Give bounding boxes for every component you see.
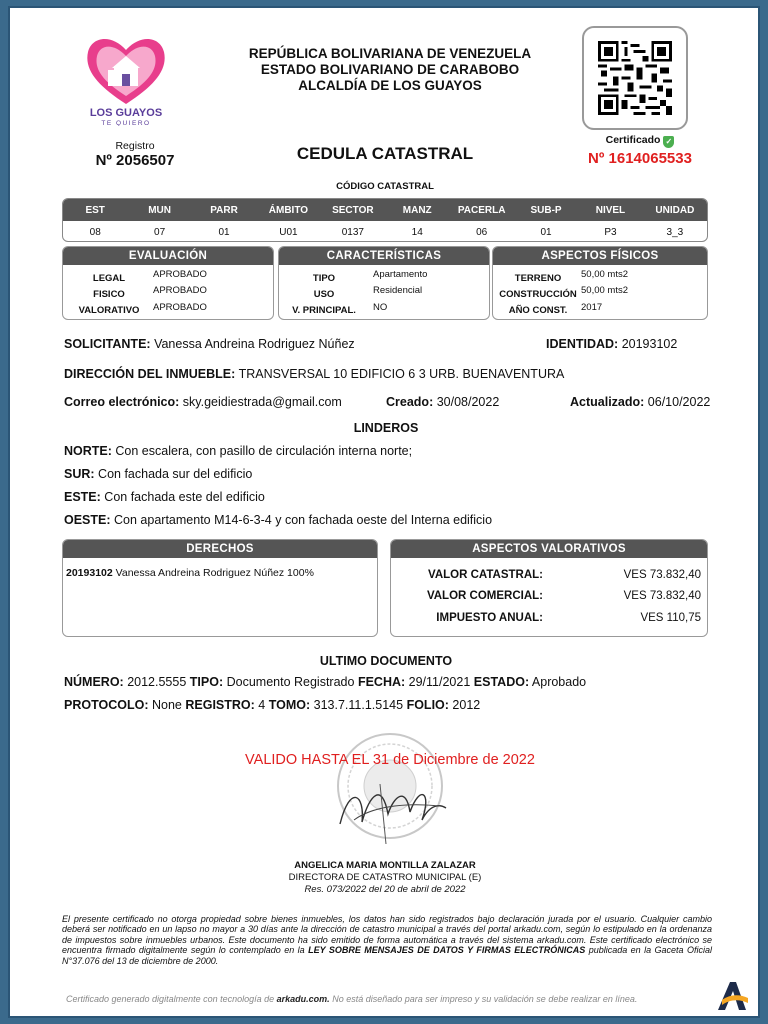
aspectos-fisicos-label: AÑO CONST.	[508, 305, 568, 316]
header-line-1: REPÚBLICA BOLIVARIANA DE VENEZUELA	[248, 46, 532, 61]
codigo-header: NIVEL	[595, 204, 626, 216]
actualizado-value: 06/10/2022	[647, 395, 711, 409]
codigo-header: SECTOR	[332, 204, 374, 216]
header-line-2: ESTADO BOLIVARIANO DE CARABOBO	[260, 62, 520, 77]
correo-line	[64, 395, 342, 409]
codigo-value: 14	[411, 226, 423, 238]
caracteristicas-value: NO	[373, 302, 388, 313]
aspectos-fisicos-value: 2017	[581, 302, 603, 313]
registro-doc-value: 4	[258, 698, 266, 712]
codigo-value: 06	[476, 226, 488, 238]
codigo-value: 01	[540, 226, 552, 238]
actualizado-line	[570, 395, 710, 409]
identidad-line	[546, 337, 677, 351]
codigo-value: 3_3	[666, 226, 684, 238]
aspectos-valorativos-box	[390, 539, 708, 637]
aspectos-fisicos-label: TERRENO	[514, 273, 562, 284]
heart-house-icon	[78, 26, 174, 126]
oeste-value: Con apartamento M14-6-3-4 y con fachada oeste del Interna edificio	[114, 513, 493, 527]
caracteristicas-value: Residencial	[373, 285, 423, 296]
derechos-text: Vanessa Andreina Rodriguez Núñez 100%	[115, 567, 314, 579]
codigo-header: SUB-P	[530, 204, 562, 216]
codigo-value: 0137	[341, 226, 364, 238]
valor-label: IMPUESTO ANUAL:	[436, 612, 543, 624]
footer-brand-link[interactable]: arkadu.com.	[276, 994, 330, 1004]
fecha-label: FECHA:	[357, 675, 406, 689]
validez-text: VALIDO HASTA EL 31 de Diciembre de 2022	[245, 752, 535, 768]
logo-tagline-text: TE QUIERO	[101, 120, 151, 126]
evaluacion-value: APROBADO	[153, 285, 207, 296]
disclaimer-law: LEY SOBRE MENSAJES DE DATOS Y FIRMAS ELECTRÓNICAS	[308, 945, 586, 956]
caracteristicas-box	[278, 246, 490, 320]
valor-value: VES 110,75	[640, 612, 701, 624]
derechos-id: 20193102	[66, 567, 113, 579]
codigo-value: 08	[89, 226, 101, 238]
qr-code-icon	[598, 38, 672, 118]
codigo-catastral-table	[62, 198, 708, 242]
codigo-header: PARR	[210, 204, 238, 216]
registro-label: Registro	[115, 140, 155, 152]
evaluacion-value: APROBADO	[153, 269, 207, 280]
page-title: CEDULA CATASTRAL	[296, 144, 474, 163]
identidad-value: 20193102	[621, 337, 678, 351]
identidad-label: IDENTIDAD:	[546, 337, 619, 351]
certificado-number: Nº 1614065533	[588, 150, 692, 167]
sur-value: Con fachada sur del edificio	[98, 467, 253, 481]
norte-value: Con escalera, con pasillo de circulación interna norte;	[115, 444, 413, 458]
norte-label: NORTE:	[64, 444, 112, 458]
codigo-value-row	[63, 221, 707, 242]
codigo-value: 01	[218, 226, 230, 238]
evaluacion-box	[62, 246, 274, 320]
valor-label: VALOR COMERCIAL:	[426, 590, 543, 602]
arkadu-a-icon	[714, 978, 750, 1014]
valor-value: VES 73.832,40	[623, 590, 701, 602]
creado-line	[386, 395, 499, 409]
legal-disclaimer	[62, 914, 712, 966]
ultimo-documento-title: ULTIMO DOCUMENTO	[319, 654, 453, 668]
tipo-value: Documento Registrado	[226, 675, 355, 689]
folio-value: 2012	[452, 698, 481, 712]
footer-note	[66, 994, 666, 1004]
direccion-label: DIRECCIÓN DEL INMUEBLE:	[64, 367, 236, 381]
actualizado-label: Actualizado:	[570, 395, 645, 409]
los-guayos-logo	[78, 26, 174, 126]
evaluacion-title: EVALUACIÓN	[63, 247, 273, 265]
evaluacion-label: LEGAL	[92, 273, 126, 284]
creado-value: 30/08/2022	[436, 395, 500, 409]
evaluacion-label: VALORATIVO	[78, 305, 140, 316]
qr-code[interactable]	[582, 26, 688, 130]
header-line-3: ALCALDÍA DE LOS GUAYOS	[298, 78, 482, 93]
numero-value: 2012.5555	[127, 675, 187, 689]
correo-label: Correo electrónico:	[64, 395, 180, 409]
codigo-header: PACERLA	[457, 204, 506, 216]
direccion-value: TRANSVERSAL 10 EDIFICIO 6 3 URB. BUENAVENTURA	[238, 367, 565, 381]
signatory-resolution: Res. 073/2022 del 20 de abril de 2022	[304, 884, 466, 895]
tipo-label: TIPO:	[189, 675, 224, 689]
estado-label: ESTADO:	[473, 675, 530, 689]
aspectos-fisicos-title: ASPECTOS FÍSICOS	[493, 247, 707, 265]
caracteristicas-title: CARACTERÍSTICAS	[279, 247, 489, 265]
evaluacion-value: APROBADO	[153, 302, 207, 313]
caracteristicas-label: USO	[313, 289, 335, 300]
caracteristicas-label: V. PRINCIPAL.	[292, 305, 356, 316]
caracteristicas-value: Apartamento	[373, 269, 428, 280]
solicitante-value: Vanessa Andreina Rodriguez Núñez	[154, 337, 355, 351]
aspectos-fisicos-box	[492, 246, 708, 320]
protocolo-value: None	[151, 698, 182, 712]
aspectos-fisicos-label: CONSTRUCCIÓN	[499, 289, 577, 300]
certificado-label	[590, 134, 690, 148]
arkadu-logo	[714, 978, 750, 1014]
government-header	[200, 46, 580, 94]
estado-value: Aprobado	[531, 675, 587, 689]
codigo-value: 07	[154, 226, 166, 238]
codigo-header: EST	[85, 204, 105, 216]
aspectos-fisicos-value: 50,00 mts2	[581, 269, 628, 280]
signatory-role: DIRECTORA DE CATASTRO MUNICIPAL (E)	[288, 872, 482, 883]
ultimo-documento-line-1	[64, 675, 586, 689]
numero-label: NÚMERO:	[64, 675, 124, 689]
caracteristicas-label: TIPO	[312, 273, 336, 284]
codigo-value: P3	[604, 226, 617, 238]
este-label: ESTE:	[64, 490, 101, 504]
seal-signature-icon	[310, 724, 470, 874]
evaluacion-label: FISICO	[93, 289, 125, 300]
lindero-oeste	[64, 513, 492, 527]
oeste-label: OESTE:	[64, 513, 111, 527]
disclaimer-text-2: publicada en la Gaceta Oficial N°37.076 del 13 de diciembre de 2000.	[62, 945, 712, 966]
cedula-document	[8, 6, 760, 1018]
codigo-header: MANZ	[402, 204, 432, 216]
derechos-title: DERECHOS	[63, 540, 377, 558]
codigo-header-row	[63, 199, 707, 221]
codigo-header: ÁMBITO	[268, 204, 309, 216]
signatory-name: ANGELICA MARIA MONTILLA ZALAZAR	[294, 860, 476, 871]
direccion-line	[64, 367, 564, 381]
valor-label: VALOR CATASTRAL:	[428, 569, 543, 581]
derechos-box	[62, 539, 378, 637]
este-value: Con fachada este del edificio	[104, 490, 265, 504]
footer-post: No está diseñado para ser impreso y su validación se debe realizar en línea.	[332, 994, 638, 1004]
folio-label: FOLIO:	[406, 698, 449, 712]
ultimo-documento-line-2	[64, 698, 480, 712]
lindero-sur	[64, 467, 252, 481]
codigo-header: MUN	[148, 204, 171, 216]
valorativos-title: ASPECTOS VALORATIVOS	[391, 540, 707, 558]
logo-brand-text: LOS GUAYOS	[89, 107, 163, 119]
sur-label: SUR:	[64, 467, 95, 481]
official-seal	[310, 724, 470, 874]
codigo-catastral-label: CÓDIGO CATASTRAL	[336, 181, 434, 192]
solicitante-label: SOLICITANTE:	[64, 337, 151, 351]
derechos-entry	[66, 567, 314, 579]
valor-value: VES 73.832,40	[623, 569, 701, 581]
codigo-value: U01	[279, 226, 298, 238]
certificado-label-text: Certificado	[605, 134, 661, 146]
fecha-value: 29/11/2021	[408, 675, 471, 689]
linderos-title: LINDEROS	[353, 421, 419, 435]
codigo-header: UNIDAD	[655, 204, 695, 216]
tomo-value: 313.7.11.1.5145	[313, 698, 404, 712]
registro-doc-label: REGISTRO:	[185, 698, 255, 712]
tomo-label: TOMO:	[268, 698, 311, 712]
lindero-norte	[64, 444, 412, 458]
creado-label: Creado:	[386, 395, 434, 409]
correo-value[interactable]: sky.geidiestrada@gmail.com	[182, 395, 342, 409]
registro-number: Nº 2056507	[95, 152, 175, 169]
protocolo-label: PROTOCOLO:	[64, 698, 149, 712]
lindero-este	[64, 490, 265, 504]
verified-shield-icon: ✓	[663, 136, 674, 148]
solicitante-line	[64, 337, 355, 351]
footer-pre: Certificado generado digitalmente con tecnología de	[66, 994, 275, 1004]
disclaimer-text-1: El presente certificado no otorga propiedad sobre bienes inmuebles, los datos han sido registrados bajo declaración jurada por el usuario. Cualquier cambio deberá ser notificado en un lapso no mayor a 30 días ante la dirección de catastro municipal a través del portal arkadu.com, según lo estipulado en la ordenanza de impuestos sobre inmuebles urbanos. Este documento ha sido emitido de forma automática a través del sistema arkadu.com. Este certificado electrónico se encuentra firmado digitalmente según lo contemplado en la	[62, 914, 712, 956]
aspectos-fisicos-value: 50,00 mts2	[581, 285, 628, 296]
